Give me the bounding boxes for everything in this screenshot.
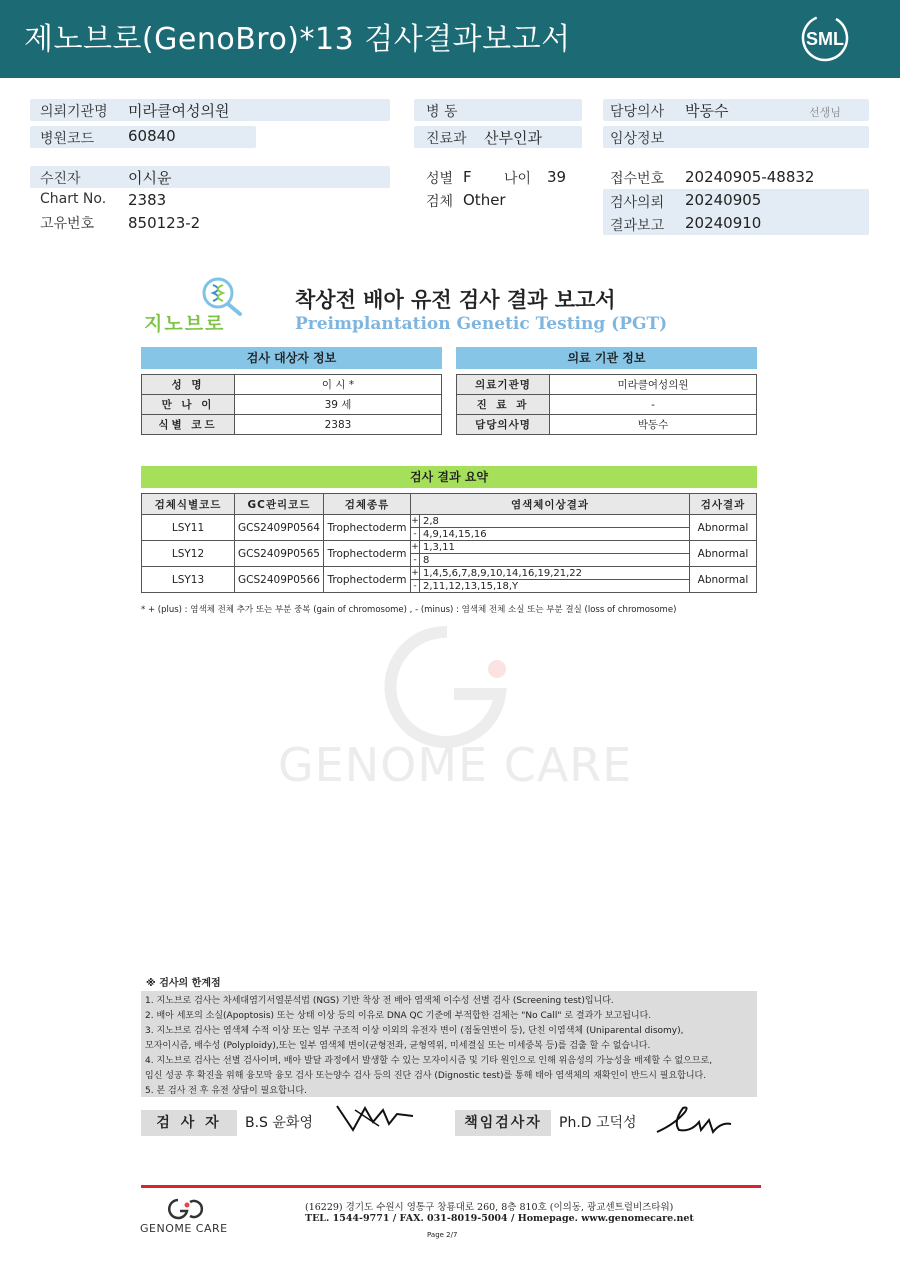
gain-chromosomes: 1,4,5,6,7,8,9,10,14,16,19,21,22: [420, 567, 690, 580]
minus-sign: -: [411, 528, 420, 541]
sample-id-cell: LSY11: [142, 515, 235, 541]
result-cell: Abnormal: [690, 567, 757, 593]
gc-code-cell: GCS2409P0566: [235, 567, 324, 593]
legend-note: * + (plus) : 염색체 전체 추가 또는 부분 중복 (gain of chromosome) , - (minus) : 염색체 전체 소실 또는 부분 결실 (loss of chromosome): [141, 605, 677, 615]
doctor-value: 박동수: [685, 102, 729, 120]
subject-key: 성 명: [142, 375, 235, 395]
footer-brand: GENOME CARE: [140, 1222, 228, 1235]
gc-code-cell: GCS2409P0565: [235, 541, 324, 567]
limit-item: 모자이시즘, 배수성 (Polyploidy),또는 일부 염색체 변이(균형전좌, 균형역위, 미세결실 또는 미세중복 등)를 검출 할 수 없습니다.: [145, 1041, 651, 1051]
table-row: [142, 515, 757, 528]
sample-type-cell: Trophectoderm: [324, 567, 411, 593]
specimen-value: Other: [463, 191, 506, 209]
receipt-label: 접수번호: [610, 171, 665, 187]
table-row: [457, 375, 757, 395]
limit-item: 3. 지노브로 검사는 염색체 수적 이상 또는 일부 구조적 이상 이외의 유전자 변이 (점돌연변이 등), 단친 이염색체 (Uniparental disomy),: [145, 1026, 684, 1036]
sex-label: 성별: [426, 171, 454, 187]
limit-item: 2. 배아 세포의 소실(Apoptosis) 또는 상태 이상 등의 이유로 DNA QC 기준에 부적합한 검체는 "No Call" 로 결과가 보고됩니다.: [145, 1011, 652, 1021]
chief-tester-name: Ph.D 고덕성: [559, 1115, 637, 1131]
sex-value: F: [463, 168, 472, 186]
tester-signature-icon: [335, 1100, 415, 1136]
footer-rule: [141, 1185, 761, 1188]
tester-name: B.S 윤화영: [245, 1115, 313, 1131]
limits-title: ※ 검사의 한계점: [146, 978, 221, 989]
dept-value: 산부인과: [484, 129, 542, 147]
sample-id-cell: LSY12: [142, 541, 235, 567]
org-key: 의료기관명: [457, 375, 550, 395]
limit-item: 임신 성공 후 확진을 위해 융모막 융모 검사 또는양수 검사 등의 진단 검사 (Dignostic test)를 통해 태아 염색체의 재확인이 반드시 필요합니다.: [145, 1071, 707, 1081]
unique-value: 850123-2: [128, 214, 201, 232]
results-table: [141, 493, 757, 593]
subject-value: 이 시 *: [235, 375, 442, 395]
plus-sign: +: [411, 568, 419, 578]
limit-item: 1. 지노브로 검사는 차세대염기서열분석법 (NGS) 기반 착상 전 배아 염색체 이수성 선별 검사 (Screening test)입니다.: [145, 996, 614, 1006]
svg-text:SML: SML: [806, 29, 844, 49]
col-sample-type: 검체종류: [324, 494, 411, 515]
specimen-label: 검체: [426, 194, 454, 210]
report-title: 제노브로(GenoBro)*13 검사결과보고서: [24, 22, 571, 57]
sample-type-cell: Trophectoderm: [324, 515, 411, 541]
org-value: -: [550, 395, 757, 415]
hospital-code-label: 병원코드: [40, 131, 95, 147]
chief-tester-label: 책임검사자: [455, 1110, 551, 1136]
org-key: 담당의사명: [457, 415, 550, 435]
result-report-value: 20240910: [685, 214, 762, 232]
ward-label: 병 동: [426, 104, 458, 120]
doctor-suffix: 선생님: [809, 106, 841, 119]
request-org-label: 의뢰기관명: [40, 104, 108, 120]
summary-head: 검사 결과 요약: [141, 466, 757, 488]
subject-value: 2383: [235, 415, 442, 435]
subject-info-table: [141, 374, 442, 435]
chart-label: Chart No.: [40, 191, 107, 207]
result-cell: Abnormal: [690, 541, 757, 567]
gain-chromosomes: 2,8: [420, 515, 690, 528]
minus-sign: -: [411, 554, 420, 567]
patient-value: 이시윤: [128, 169, 172, 187]
gain-chromosomes: 1,3,11: [420, 541, 690, 554]
footer-address: (16229) 경기도 수원시 영통구 창룡대로 260, 8층 810호 (이의동, 광교센트럴비즈타워): [305, 1202, 674, 1213]
doctor-label: 담당의사: [610, 104, 665, 120]
genome-care-watermark-icon: [372, 622, 522, 752]
genome-care-watermark: GENOME CARE: [278, 738, 633, 792]
genome-care-logo-icon: [166, 1198, 206, 1220]
subject-key: 식별 코드: [142, 415, 235, 435]
page-number: Page 2/7: [427, 1231, 458, 1239]
test-request-value: 20240905: [685, 191, 762, 209]
request-org-value: 미라클여성의원: [128, 102, 230, 120]
sample-id-cell: LSY13: [142, 567, 235, 593]
loss-chromosomes: 2,11,12,13,15,18,Y: [420, 580, 690, 593]
clinical-label: 임상정보: [610, 131, 665, 147]
tester-label: 검 사 자: [141, 1110, 237, 1136]
patient-label: 수진자: [40, 171, 81, 187]
loss-chromosomes: 4,9,14,15,16: [420, 528, 690, 541]
org-key: 진 료 과: [457, 395, 550, 415]
age-value: 39: [547, 168, 567, 186]
sample-type-cell: Trophectoderm: [324, 541, 411, 567]
org-info-head: 의료 기관 정보: [456, 347, 757, 369]
receipt-value: 20240905-48832: [685, 168, 815, 186]
hospital-code-value: 60840: [128, 127, 176, 145]
unique-label: 고유번호: [40, 216, 95, 232]
plus-sign: +: [411, 516, 419, 526]
result-report-label: 결과보고: [610, 218, 665, 234]
col-gc-code: GC관리코드: [235, 494, 324, 515]
table-row: [142, 395, 442, 415]
org-value: 박동수: [550, 415, 757, 435]
footer-contact: TEL. 1544-9771 / FAX. 031-8019-5004 / Homepage. www.genomecare.net: [305, 1213, 694, 1224]
table-row: [142, 375, 442, 395]
col-result: 검사결과: [690, 494, 757, 515]
report-header-bar: [0, 0, 900, 78]
report-main-title: 착상전 배아 유전 검사 결과 보고서: [295, 288, 616, 312]
subject-info-head: 검사 대상자 정보: [141, 347, 442, 369]
loss-chromosomes: 8: [420, 554, 690, 567]
plus-sign: +: [411, 542, 419, 552]
age-label: 나이: [504, 171, 532, 187]
result-cell: Abnormal: [690, 515, 757, 541]
patient-row: [30, 166, 390, 188]
minus-sign: -: [411, 580, 420, 593]
col-chromosome: 염색체이상결과: [411, 494, 690, 515]
limits-box: [141, 991, 757, 1097]
org-info-table: [456, 374, 757, 435]
limit-item: 4. 지노브로 검사는 선별 검사이며, 배아 발달 과정에서 발생할 수 있는 모자이시즘 및 기타 원인으로 인해 위음성의 가능성을 배제할 수 없으므로,: [145, 1056, 713, 1066]
table-row: [457, 395, 757, 415]
table-row: [142, 541, 757, 554]
sml-logo: [796, 14, 854, 62]
table-row: [142, 415, 442, 435]
table-header-row: [142, 494, 757, 515]
genobro-brand-text: 지노브로: [144, 313, 226, 335]
gc-code-cell: GCS2409P0564: [235, 515, 324, 541]
dept-label: 진료과: [426, 131, 467, 147]
report-subtitle: Preimplantation Genetic Testing (PGT): [295, 314, 668, 334]
subject-key: 만 나 이: [142, 395, 235, 415]
chart-value: 2383: [128, 191, 167, 209]
table-row: [457, 415, 757, 435]
table-row: [142, 567, 757, 580]
subject-value: 39 세: [235, 395, 442, 415]
test-request-label: 검사의뢰: [610, 195, 665, 211]
org-value: 미라클여성의원: [550, 375, 757, 395]
limit-item: 5. 본 검사 전 후 유전 상담이 필요합니다.: [145, 1086, 307, 1096]
chief-signature-icon: [655, 1102, 735, 1138]
col-sample-id: 검체식별코드: [142, 494, 235, 515]
